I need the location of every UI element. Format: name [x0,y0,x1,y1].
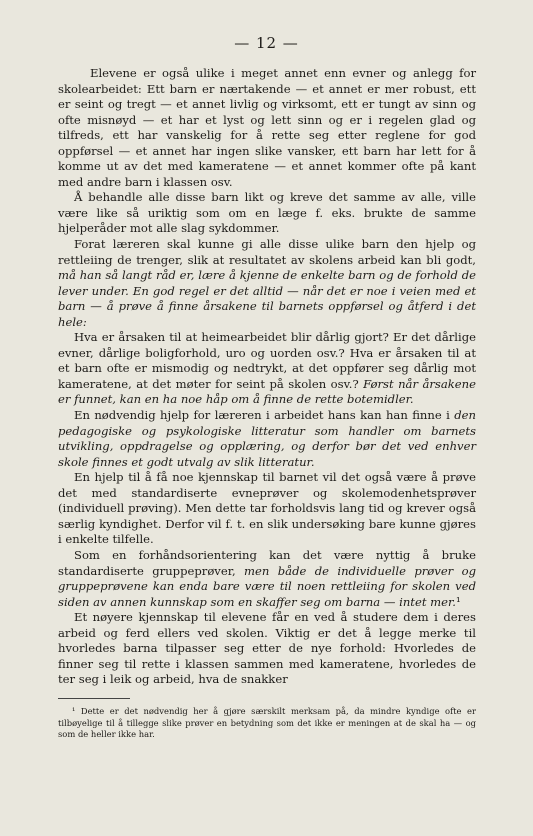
page-number: — 12 — [234,34,299,52]
paragraph [58,610,476,688]
paragraph [58,190,476,237]
footnote: ¹ Dette er det nødvendig her å gjøre særskilt merksam på, da mindre kyndige ofte er tilbøyelige til å tillegge slike prøver en betydning som det ikke er meningen at de skal ha — og som de heller ikke har. [58,706,476,739]
italic-text-run: må han så langt råd er, lære å kjenne de enkelte barn og de forhold de lever under. En god regel er det alltid — når det er noe i veien med et barn — å prøve å finne årsakene til barnets oppførsel og åtferd i det hele: [58,268,476,329]
italic-text-run: men både de individuelle prøver og gruppeprøvene kan enda bare være til noen rettleiing for skolen ved siden av annen kunnskap som en skaffer seg om barna — intet mer. [58,563,476,609]
text-run: Å behandle alle disse barn likt og kreve det samme av alle, ville være like så uriktig som om en læge f. eks. brukte de samme hjelperåder mot alle slag sykdommer. [58,190,476,236]
italic-text-run: Først når årsakene er funnet, kan en ha noe håp om å finne de rette botemidler. [58,376,476,407]
text-run: Som en forhåndsorientering kan det være nyttig å bruke standardiserte gruppeprøver, [58,547,476,578]
paragraph [58,330,476,408]
text-run: En hjelp til å få noe kjennskap til barnet vil det også være å prøve det med standardiserte evneprøver og skolemodenhetsprøver (individuell prøving). Men dette tar forholdsvis lang tid og krever også særlig kyndighet. Derfor vil f. t. en slik undersøking bare kunne gjøres i enkelte tilfelle. [58,470,476,547]
paragraph [58,470,476,548]
paragraph [58,66,476,190]
footnote-marker: ¹ [455,594,461,609]
italic-text-run: den pedagogiske og psykologiske litteratur som handler om barnets utvikling, oppdragelse og opplæring, og derfor bør det ved enhver skole finnes et godt utvalg av slik litteratur. [58,408,476,469]
text-run: En nødvendig hjelp for læreren i arbeidet hans kan han finne i [74,408,455,423]
footnote-divider [58,698,130,699]
text-run: Hva er årsaken til at heimearbeidet blir dårlig gjort? Er det dårlige evner, dårlige boligforhold, uro og uorden osv.? Hva er årsaken til at et barn ofte er mismodig og nedtrykt, at det oppfører seg dårlig mot kameratene, at det møter for seint på skolen osv.? [58,330,476,391]
paragraph [58,548,476,610]
paragraph [58,237,476,330]
text-run: Forat læreren skal kunne gi alle disse ulike barn den hjelp og rettleiing de trenger, slik at resultatet av skolens arbeid kan bli godt, [58,237,476,267]
text-run: Et nøyere kjennskap til elevene får en ved å studere dem i deres arbeid og ferd ellers ved skolen. Viktig er det å legge merke til hvorledes barna tilpasser seg etter de nye forhold: Hvorledes de finner seg til rette i klassen sammen med kameratene, hvorledes de ter seg i leik og arbeid, hva de snakker [58,610,476,687]
body-text [58,66,476,688]
text-run: Elevene er også ulike i meget annet enn evner og anlegg for skolearbeidet: Ett barn er nærtakende — et annet er mer robust, ett er seint og tregt — et annet livlig og virksomt, ett er tungt av sinn og ofte misnøyd — et har et lyst og lett sinn og er i regelen glad og tilfreds, ett har vanskelig for å rette seg etter reglene for god oppførsel — et annet har ingen slike vansker, ett barn har lett for å komme ut av det med kameratene — et annet kommer ofte på kant med andre barn i klassen osv. [58,66,476,189]
paragraph [58,408,476,470]
